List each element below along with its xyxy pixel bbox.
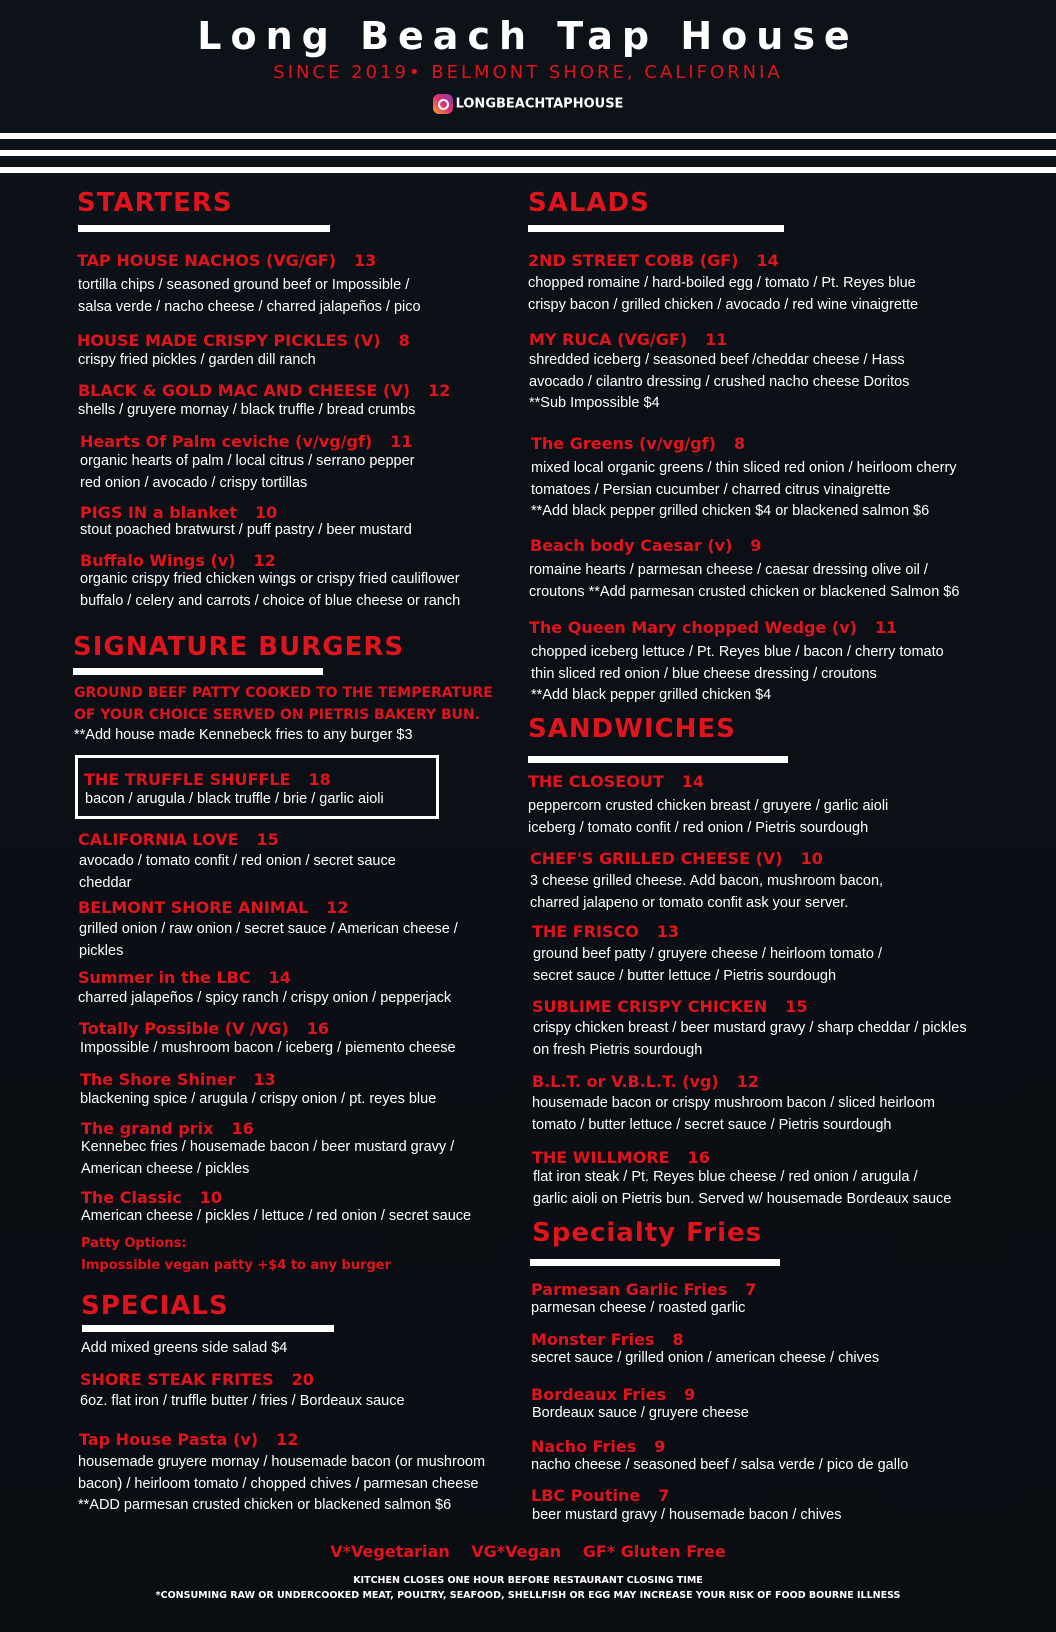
item-name-text: Parmesan Garlic Fries (531, 1280, 728, 1299)
item-name-text: THE FRISCO (532, 922, 639, 941)
item-name-text: The grand prix (81, 1119, 214, 1138)
item-name-text: TAP HOUSE NACHOS (VG/GF) (77, 251, 337, 270)
menu-item-desc: housemade bacon or crispy mushroom bacon / sliced heirloom tomato / butter lettuce / secret sauce / Pietris sourdough (532, 1095, 935, 1133)
menu-item-desc: crispy fried pickles / garden dill ranch (78, 352, 316, 368)
item-name-text: CHEF'S GRILLED CHEESE (V) (530, 849, 783, 868)
item-name-text: CALIFORNIA LOVE (78, 830, 239, 849)
section-rule (530, 1259, 780, 1266)
menu-item-name (532, 1072, 759, 1091)
item-name-text: 2ND STREET COBB (GF) (528, 251, 739, 270)
item-price: 12 (326, 898, 349, 917)
item-price: 12 (736, 1072, 759, 1091)
menu-item-name (531, 1486, 669, 1505)
item-name-text: The Greens (v/vg/gf) (531, 434, 716, 453)
item-price: 18 (308, 770, 331, 789)
section-rule (78, 225, 330, 232)
menu-item-desc: avocado / tomato confit / red onion / secret sauce cheddar (79, 853, 396, 891)
item-name-text: PIGS IN a blanket (80, 503, 238, 522)
menu-item-desc: 6oz. flat iron / truffle butter / fries / Bordeaux sauce (80, 1393, 405, 1409)
item-name-text: Hearts Of Palm ceviche (v/vg/gf) (80, 432, 373, 451)
item-price: 12 (253, 551, 276, 570)
menu-item-name (531, 434, 745, 453)
burger-intro: GROUND BEEF PATTY COOKED TO THE TEMPERATURE OF YOUR CHOICE SERVED ON PIETRIS BAKERY BUN. (74, 685, 493, 723)
item-name-text: Beach body Caesar (v) (530, 536, 733, 555)
item-name-text: Summer in the LBC (78, 968, 251, 987)
section-title-salads: SALADS (528, 188, 650, 218)
menu-item-name (531, 1437, 665, 1456)
menu-item-name (79, 1430, 298, 1449)
menu-title: Long Beach Tap House (197, 14, 859, 58)
item-name-text: Nacho Fries (531, 1437, 637, 1456)
section-rule (528, 225, 784, 232)
item-price: 15 (785, 997, 808, 1016)
item-name-text: THE CLOSEOUT (528, 772, 664, 791)
item-price: 8 (733, 434, 746, 453)
menu-item-name (529, 330, 727, 349)
item-price: 16 (306, 1019, 330, 1038)
item-price: 14 (756, 251, 779, 270)
menu-item-desc: flat iron steak / Pt. Reyes blue cheese / red onion / arugula / garlic aioli on Pietris bun. Served w/ housemade Bordeaux sauce (533, 1169, 952, 1207)
item-name-text: BLACK & GOLD MAC AND CHEESE (V) (78, 381, 411, 400)
menu-item-name (81, 1188, 222, 1207)
item-name-text: THE WILLMORE (532, 1148, 670, 1167)
menu-item-desc: housemade gruyere mornay / housemade bacon (or mushroom bacon) / heirloom tomato / chopped chives / parmesan cheese **ADD parmesan crusted chicken or blackened salmon $6 (78, 1454, 486, 1513)
section-title-specials: SPECIALS (81, 1291, 229, 1321)
menu-item-name (530, 849, 823, 868)
menu-item-desc: grilled onion / raw onion / secret sauce / American cheese / pickles (79, 921, 458, 959)
section-title-sandwiches: SANDWICHES (528, 714, 736, 744)
menu-item-desc: blackening spice / arugula / crispy onion / pt. reyes blue (80, 1091, 437, 1107)
menu-item-desc: shells / gruyere mornay / black truffle / bread crumbs (78, 402, 416, 418)
section-title-fries: Specialty Fries (532, 1218, 763, 1248)
menu-item-name (528, 772, 704, 791)
item-name-text: Bordeaux Fries (531, 1385, 667, 1404)
menu-item-desc: peppercorn crusted chicken breast / gruyere / garlic aioli iceberg / tomato confit / red onion / Pietris sourdough (528, 798, 889, 836)
menu-item-desc: ground beef patty / gruyere cheese / heirloom tomato / secret sauce / butter lettuce / Pietris sourdough (533, 946, 883, 984)
item-price: 9 (684, 1385, 696, 1404)
item-price: 7 (658, 1486, 670, 1505)
item-name-text: Buffalo Wings (v) (80, 551, 236, 570)
header-stripe (0, 150, 1056, 156)
menu-item-desc: American cheese / pickles / lettuce / red onion / secret sauce (81, 1208, 472, 1224)
item-price: 15 (256, 830, 279, 849)
menu-item-name (531, 1280, 756, 1299)
item-price: 9 (750, 536, 762, 555)
item-price: 12 (276, 1430, 299, 1449)
item-price: 16 (231, 1119, 254, 1138)
item-price: 10 (255, 503, 278, 522)
menu-item-name (78, 898, 349, 917)
menu-item-name (81, 1119, 254, 1138)
item-name-text: The Classic (81, 1188, 182, 1207)
menu-item-desc: chopped romaine / hard-boiled egg / tomato / Pt. Reyes blue crispy bacon / grilled chicken / avocado / red wine vinaigrette (528, 275, 919, 313)
menu-item-name (80, 1370, 314, 1389)
header-stripe (0, 133, 1056, 139)
legend-vegetarian: V*Vegetarian (330, 1542, 450, 1561)
menu-item-desc: mixed local organic greens / thin sliced red onion / heirloom cherry tomatoes / Persian cucumber / charred citrus vinaigrette **Add black pepper grilled chicken $4 or blackened salmon $6 (531, 460, 957, 519)
menu-item-desc: nacho cheese / seasoned beef / salsa verde / pico de gallo (531, 1457, 909, 1473)
menu-item-name (531, 1385, 695, 1404)
item-name-text: Totally Possible (V /VG) (79, 1019, 289, 1038)
menu-item-desc: crispy chicken breast / beer mustard gravy / sharp cheddar / pickles on fresh Pietris sourdough (533, 1020, 967, 1058)
instagram-handle[interactable] (0, 94, 1056, 114)
item-price: 8 (398, 331, 410, 350)
menu-item-name (77, 331, 410, 350)
item-price: 14 (681, 772, 704, 791)
section-rule (73, 668, 323, 675)
menu-item-desc: chopped iceberg lettuce / Pt. Reyes blue / bacon / cherry tomato thin sliced red onion / blue cheese dressing / croutons **Add black pepper grilled chicken $4 (531, 644, 944, 703)
item-name-text: SUBLIME CRISPY CHICKEN (532, 997, 768, 1016)
menu-item-desc: parmesan cheese / roasted garlic (531, 1300, 746, 1316)
menu-item-name (532, 1148, 710, 1167)
item-price: 11 (390, 432, 413, 451)
menu-item-desc: Bordeaux sauce / gruyere cheese (532, 1405, 749, 1421)
section-rule (82, 1325, 334, 1332)
item-price: 16 (687, 1148, 710, 1167)
instagram-label: LONGBEACHTAPHOUSE (455, 96, 624, 112)
patty-options: Patty Options: Impossible vegan patty +$4 to any burger (81, 1236, 392, 1273)
menu-item-desc: romaine hearts / parmesan cheese / caesar dressing olive oil / croutons **Add parmesan crusted chicken or blackened Salmon $6 (529, 562, 960, 600)
menu-item-desc: organic hearts of palm / local citrus / serrano pepper red onion / avocado / crispy tortillas (80, 453, 415, 491)
legend-gluten-free: GF* Gluten Free (582, 1542, 726, 1561)
item-name-text: B.L.T. or V.B.L.T. (vg) (532, 1072, 719, 1091)
menu-item-desc: bacon / arugula / black truffle / brie / garlic aioli (85, 791, 384, 807)
menu-item-name (79, 1019, 329, 1038)
item-name-text: MY RUCA (VG/GF) (529, 330, 688, 349)
menu-item-name (528, 251, 779, 270)
menu-item-desc: shredded iceberg / seasoned beef /cheddar cheese / Hass avocado / cilantro dressing / crushed nacho cheese Doritos **Sub Impossible $4 (529, 352, 910, 411)
menu-item-desc: Impossible / mushroom bacon / iceberg / piemento cheese (80, 1040, 456, 1056)
specials-note: Add mixed greens side salad $4 (81, 1340, 288, 1356)
item-name-text: Monster Fries (531, 1330, 655, 1349)
menu-item-name (78, 830, 279, 849)
item-price: 7 (745, 1280, 757, 1299)
kitchen-closing-note: KITCHEN CLOSES ONE HOUR BEFORE RESTAURANT CLOSING TIME (353, 1575, 703, 1586)
instagram-icon (433, 94, 453, 114)
section-title-starters: STARTERS (77, 188, 233, 218)
menu-item-name (529, 618, 897, 637)
item-price: 8 (672, 1330, 684, 1349)
menu-item-name (78, 968, 291, 987)
diet-legend (0, 1542, 1056, 1561)
item-name-text: LBC Poutine (531, 1486, 641, 1505)
health-warning: *CONSUMING RAW OR UNDERCOOKED MEAT, POULTRY, SEAFOOD, SHELLFISH OR EGG MAY INCREASE YOUR RISK OF FOOD BOURNE ILLNESS (155, 1590, 901, 1601)
item-name-text: BELMONT SHORE ANIMAL (78, 898, 309, 917)
section-rule (528, 756, 788, 763)
menu-item-desc: beer mustard gravy / housemade bacon / chives (532, 1507, 842, 1523)
item-price: 14 (268, 968, 291, 987)
menu-item-name (78, 381, 450, 400)
menu-item-name (80, 1070, 276, 1089)
menu-item-name (77, 251, 376, 270)
item-price: 10 (199, 1188, 223, 1207)
menu-item-desc: Kennebec fries / housemade bacon / beer mustard gravy / American cheese / pickles (81, 1139, 455, 1177)
menu-item-desc: 3 cheese grilled cheese. Add bacon, mushroom bacon, charred jalapeno or tomato confit ask your server. (530, 873, 884, 911)
menu-item-name (532, 922, 679, 941)
item-name-text: The Shore Shiner (80, 1070, 236, 1089)
menu-item-desc: secret sauce / grilled onion / american cheese / chives (531, 1350, 880, 1366)
menu-item-name (530, 536, 762, 555)
header-stripe (0, 167, 1056, 173)
item-price: 20 (291, 1370, 314, 1389)
menu-item-desc: stout poached bratwurst / puff pastry / beer mustard (80, 522, 412, 538)
menu-item-name (80, 432, 412, 451)
item-price: 10 (800, 849, 823, 868)
section-title-burgers: SIGNATURE BURGERS (73, 632, 405, 662)
item-name-text: The Queen Mary chopped Wedge (v) (529, 618, 857, 637)
item-name-text: THE TRUFFLE SHUFFLE (84, 770, 291, 789)
menu-subtitle: SINCE 2019• BELMONT SHORE, CALIFORNIA (273, 62, 783, 83)
menu-item-desc: charred jalapeños / spicy ranch / crispy onion / pepperjack (78, 990, 452, 1006)
item-name-text: SHORE STEAK FRITES (80, 1370, 274, 1389)
burger-addon-note: **Add house made Kennebeck fries to any burger $3 (74, 727, 413, 743)
item-price: 12 (428, 381, 451, 400)
item-price: 13 (656, 922, 680, 941)
item-price: 11 (705, 330, 728, 349)
menu-item-name (80, 551, 276, 570)
item-name-text: Tap House Pasta (v) (79, 1430, 259, 1449)
menu-item-desc: tortilla chips / seasoned ground beef or Impossible / salsa verde / nacho cheese / charred jalapeños / pico (78, 277, 421, 315)
menu-item-name (532, 997, 808, 1016)
menu-item-name (84, 770, 331, 789)
menu-item-name (531, 1330, 684, 1349)
item-price: 13 (354, 251, 377, 270)
item-price: 13 (253, 1070, 276, 1089)
menu-item-desc: organic crispy fried chicken wings or crispy fried cauliflower buffalo / celery and carrots / choice of blue cheese or ranch (80, 571, 461, 609)
item-price: 11 (874, 618, 898, 637)
legend-vegan: VG*Vegan (471, 1542, 562, 1561)
item-name-text: HOUSE MADE CRISPY PICKLES (V) (77, 331, 381, 350)
item-price: 9 (654, 1437, 666, 1456)
